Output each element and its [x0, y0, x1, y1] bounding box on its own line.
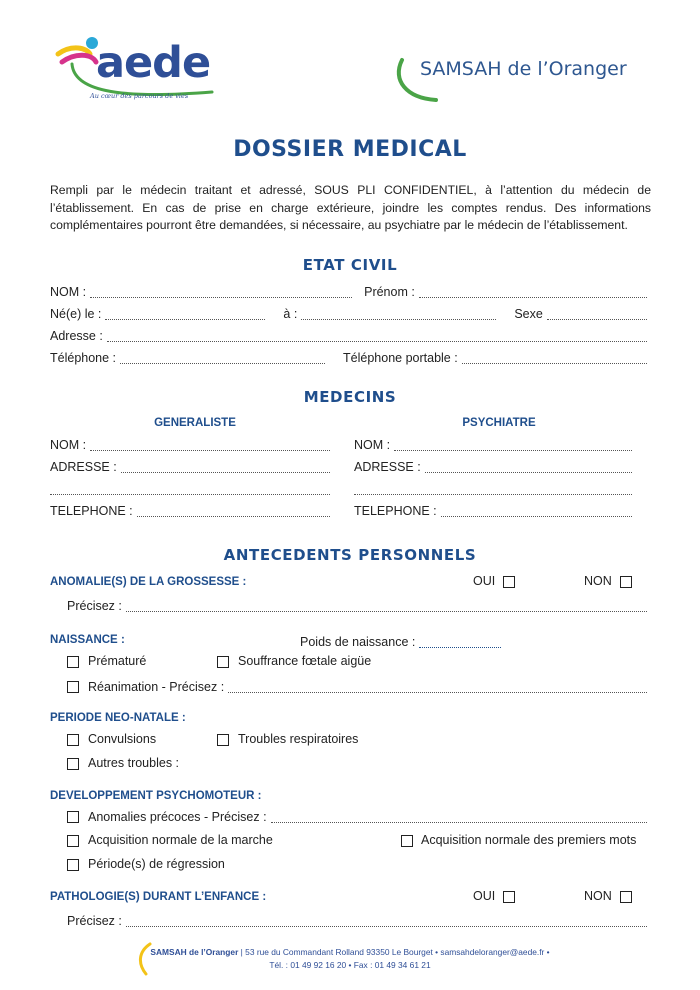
- checkbox-anomalies-precoces[interactable]: [67, 811, 79, 823]
- intro-paragraph: Rempli par le médecin traitant et adressé, SOUS PLI CONFIDENTIEL, à l’attention du médecin de l’établissement. En cas de prise en charge extérieure, joindre les comptes rendus. Des informations complémentaires pourront être demandées, si nécessaire, au psychiatre par le médecin de l’établissement.: [50, 183, 651, 232]
- heading-psychomoteur-text: DEVELOPPEMENT PSYCHOMOTEUR: [50, 790, 255, 802]
- aede-tagline: Au cœur des parcours de vies: [90, 92, 189, 100]
- label-lieu: à :: [283, 307, 298, 321]
- label-enfance-non: NON: [584, 889, 612, 903]
- row-grossesse-precisez: [67, 596, 651, 614]
- field-generaliste-telephone[interactable]: [137, 506, 330, 517]
- field-generaliste-adresse-suite[interactable]: [50, 484, 330, 495]
- field-reanimation-precisez[interactable]: [228, 682, 647, 693]
- label-grossesse-oui: OUI: [473, 574, 496, 588]
- field-psychiatre-nom[interactable]: [394, 440, 632, 451]
- row-naissance: [50, 304, 651, 322]
- label-psychiatre-nom: NOM :: [354, 438, 391, 452]
- section-title-antecedents: ANTECEDENTS PERSONNELS: [223, 546, 477, 564]
- checkbox-troubles-respiratoires[interactable]: [217, 734, 229, 746]
- field-poids-naissance[interactable]: [419, 637, 501, 648]
- heading-grossesse-text: ANOMALIE(S) DE LA GROSSESSE: [50, 576, 240, 588]
- field-date-naissance[interactable]: [105, 309, 265, 320]
- heading-psychomoteur-colon: :: [257, 790, 262, 802]
- row-generaliste-telephone: [50, 501, 334, 519]
- row-psychiatre-adresse: [354, 457, 636, 475]
- checkbox-autres-troubles[interactable]: [67, 758, 79, 770]
- heading-grossesse: [50, 576, 246, 588]
- section-title-etat-civil: ETAT CIVIL: [302, 256, 398, 274]
- field-generaliste-nom[interactable]: [90, 440, 330, 451]
- checkbox-grossesse-oui[interactable]: [503, 576, 515, 588]
- section-title-medecins: MEDECINS: [303, 388, 397, 406]
- footer: [0, 946, 700, 972]
- heading-naissance-text: NAISSANCE: [50, 634, 118, 646]
- label-autres-troubles: Autres troubles :: [88, 756, 180, 770]
- checkbox-reanimation[interactable]: [67, 681, 79, 693]
- label-anomalies-precoces: Anomalies précoces - Précisez :: [88, 810, 267, 824]
- field-telephone[interactable]: [120, 353, 325, 364]
- aede-logo: [52, 34, 232, 109]
- label-reanimation: Réanimation - Précisez :: [88, 680, 225, 694]
- label-premiers-mots: Acquisition normale des premiers mots: [421, 833, 637, 847]
- heading-neo-natale-colon: :: [181, 712, 186, 724]
- label-telephone-portable: Téléphone portable :: [343, 351, 458, 365]
- label-premature: Prématuré: [88, 654, 147, 668]
- label-grossesse-non: NON: [584, 574, 612, 588]
- label-generaliste-nom: NOM :: [50, 438, 87, 452]
- label-psychiatre-adresse: ADRESSE :: [354, 460, 421, 474]
- row-generaliste-adresse-suite: [50, 479, 334, 497]
- row-anomalies-precoces: [88, 807, 651, 825]
- column-title-psychiatre: PSYCHIATRE: [462, 417, 536, 429]
- footer-address: | 53 rue du Commandant Rolland 93350 Le Bourget • samsahdeloranger@aede.fr •: [238, 947, 550, 957]
- label-generaliste-telephone: TELEPHONE :: [50, 504, 133, 518]
- samsah-logo-text: SAMSAH de l’Oranger: [420, 58, 627, 80]
- samsah-logo: [392, 52, 654, 104]
- row-nom-prenom: [50, 282, 651, 300]
- field-grossesse-precisez[interactable]: [126, 601, 647, 612]
- field-psychiatre-adresse-suite[interactable]: [354, 484, 632, 495]
- checkbox-convulsions[interactable]: [67, 734, 79, 746]
- field-adresse[interactable]: [107, 331, 647, 342]
- row-reanimation: [88, 677, 651, 695]
- row-enfance-precisez: [67, 911, 651, 929]
- label-marche: Acquisition normale de la marche: [88, 833, 273, 847]
- row-adresse: [50, 326, 651, 344]
- field-enfance-precisez[interactable]: [126, 916, 647, 927]
- label-adresse: Adresse :: [50, 329, 103, 343]
- label-nom: NOM :: [50, 285, 87, 299]
- label-ne-le: Né(e) le :: [50, 307, 102, 321]
- field-sexe[interactable]: [547, 309, 647, 320]
- field-prenom[interactable]: [419, 287, 647, 298]
- checkbox-enfance-oui[interactable]: [503, 891, 515, 903]
- heading-naissance-colon: :: [120, 634, 125, 646]
- row-psychiatre-adresse-suite: [354, 479, 636, 497]
- label-enfance-oui: OUI: [473, 889, 496, 903]
- label-troubles-respiratoires: Troubles respiratoires: [238, 732, 359, 746]
- row-generaliste-adresse: [50, 457, 334, 475]
- footer-org-name: SAMSAH de l’Oranger: [150, 947, 239, 957]
- label-enfance-precisez: Précisez :: [67, 914, 122, 928]
- checkbox-enfance-non[interactable]: [620, 891, 632, 903]
- checkbox-marche[interactable]: [67, 835, 79, 847]
- label-convulsions: Convulsions: [88, 732, 157, 746]
- label-regression: Période(s) de régression: [88, 857, 225, 871]
- label-generaliste-adresse: ADRESSE :: [50, 460, 117, 474]
- heading-enfance: [50, 891, 266, 903]
- field-lieu-naissance[interactable]: [301, 309, 496, 320]
- label-poids-naissance: Poids de naissance :: [300, 635, 416, 649]
- column-title-generaliste: GENERALISTE: [154, 417, 236, 429]
- heading-enfance-text: PATHOLOGIE(S) DURANT L’ENFANCE: [50, 891, 260, 903]
- heading-naissance: [50, 634, 125, 646]
- aede-logo-text: aede: [96, 38, 211, 88]
- label-prenom: Prénom :: [364, 285, 415, 299]
- row-poids-naissance: [300, 632, 505, 650]
- heading-psychomoteur: [50, 790, 262, 802]
- field-psychiatre-telephone[interactable]: [441, 506, 632, 517]
- checkbox-souffrance-foetale[interactable]: [217, 656, 229, 668]
- page-title: DOSSIER MEDICAL: [233, 137, 467, 162]
- field-telephone-portable[interactable]: [462, 353, 647, 364]
- checkbox-premature[interactable]: [67, 656, 79, 668]
- row-psychiatre-telephone: [354, 501, 636, 519]
- field-generaliste-adresse[interactable]: [121, 462, 330, 473]
- row-telephones: [50, 348, 651, 366]
- footer-line-1: [0, 946, 700, 959]
- heading-grossesse-colon: :: [242, 576, 247, 588]
- label-sexe: Sexe: [514, 307, 543, 321]
- checkbox-premiers-mots[interactable]: [401, 835, 413, 847]
- row-psychiatre-nom: [354, 435, 636, 453]
- heading-enfance-colon: :: [262, 891, 267, 903]
- heading-neo-natale: [50, 712, 186, 724]
- field-nom[interactable]: [90, 287, 352, 298]
- checkbox-grossesse-non[interactable]: [620, 576, 632, 588]
- label-souffrance-foetale: Souffrance fœtale aigüe: [238, 654, 372, 668]
- checkbox-regression[interactable]: [67, 859, 79, 871]
- field-anomalies-precoces[interactable]: [271, 812, 647, 823]
- label-telephone: Téléphone :: [50, 351, 117, 365]
- label-psychiatre-telephone: TELEPHONE :: [354, 504, 437, 518]
- footer-line-2: Tél. : 01 49 92 16 20 • Fax : 01 49 34 61 21: [269, 960, 431, 970]
- field-psychiatre-adresse[interactable]: [425, 462, 632, 473]
- heading-neo-natale-text: PERIODE NEO-NATALE: [50, 712, 179, 724]
- row-generaliste-nom: [50, 435, 334, 453]
- label-grossesse-precisez: Précisez :: [67, 599, 122, 613]
